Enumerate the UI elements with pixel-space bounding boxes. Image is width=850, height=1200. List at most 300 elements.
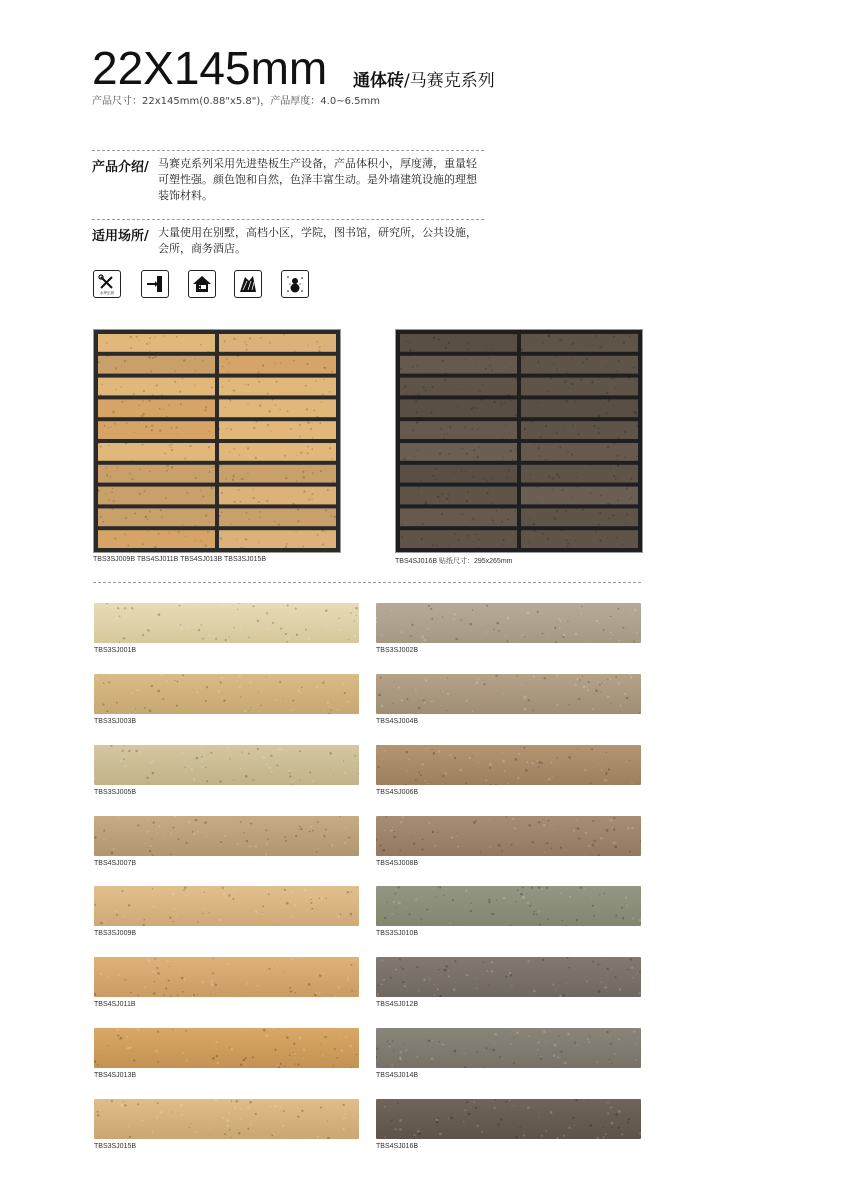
speckle xyxy=(636,632,638,634)
speckle xyxy=(207,351,208,352)
speckle xyxy=(524,698,526,700)
speckle xyxy=(142,543,144,545)
speckle xyxy=(290,428,292,430)
speckle xyxy=(381,705,384,708)
speckle xyxy=(287,410,289,412)
tile-sample xyxy=(376,1028,641,1068)
speckle xyxy=(552,489,553,490)
mosaic-tile xyxy=(400,378,517,396)
speckle xyxy=(417,365,419,367)
speckle xyxy=(274,960,276,962)
speckle xyxy=(124,607,126,609)
speckle xyxy=(624,431,626,433)
speckle xyxy=(552,776,553,777)
speckle xyxy=(579,679,581,681)
speckle xyxy=(193,833,195,835)
speckle xyxy=(506,640,508,642)
speckle xyxy=(223,340,225,342)
speckle xyxy=(319,422,321,424)
speckle xyxy=(382,960,384,962)
speckle xyxy=(556,473,558,475)
speckle xyxy=(449,426,451,428)
tile-sample xyxy=(94,1028,359,1068)
speckle xyxy=(502,760,505,763)
speckle xyxy=(627,969,629,971)
speckle xyxy=(250,823,252,825)
speckle xyxy=(172,674,174,675)
speckle xyxy=(595,531,597,533)
speckle xyxy=(155,1050,158,1053)
speckle xyxy=(615,976,617,978)
speckle xyxy=(238,489,240,491)
speckle xyxy=(609,1035,610,1036)
speckle xyxy=(164,834,165,835)
speckle xyxy=(100,973,102,975)
speckle xyxy=(180,1104,183,1107)
speckle xyxy=(515,1136,517,1138)
speckle xyxy=(132,460,133,461)
speckle xyxy=(300,828,303,831)
speckle xyxy=(562,994,565,997)
speckle xyxy=(464,471,465,472)
speckle xyxy=(239,767,241,769)
speckle xyxy=(257,377,258,378)
speckle xyxy=(542,633,544,635)
speckle xyxy=(609,638,610,639)
speckle xyxy=(441,513,443,515)
speckle xyxy=(155,617,156,618)
speckle xyxy=(461,471,463,473)
speckle xyxy=(212,958,213,959)
tile-sample xyxy=(376,886,641,926)
speckle xyxy=(445,965,448,968)
speckle xyxy=(316,416,318,418)
speckle xyxy=(246,344,248,346)
speckle xyxy=(415,898,417,900)
speckle xyxy=(538,761,540,763)
speckle xyxy=(378,694,381,697)
speckle xyxy=(533,710,534,711)
speckle xyxy=(505,976,507,978)
speckle xyxy=(586,358,588,360)
speckle xyxy=(339,629,341,631)
tile-code: TBS3SJ003B xyxy=(94,718,137,725)
speckle xyxy=(632,917,634,919)
speckle xyxy=(210,752,212,754)
speckle xyxy=(236,539,237,540)
speckle xyxy=(565,850,566,851)
speckle xyxy=(152,394,154,396)
speckle xyxy=(234,501,236,503)
speckle xyxy=(338,986,340,988)
speckle xyxy=(293,1053,295,1055)
speckle xyxy=(142,444,144,446)
speckle xyxy=(105,493,106,494)
speckle xyxy=(103,639,104,640)
speckle xyxy=(240,1063,243,1066)
speckle xyxy=(354,755,356,757)
speckle xyxy=(580,613,582,615)
speckle xyxy=(219,780,221,782)
speckle xyxy=(110,745,112,747)
speckle xyxy=(135,708,136,709)
speckle xyxy=(435,468,437,470)
speckle xyxy=(171,449,173,451)
speckle xyxy=(617,499,619,501)
speckle xyxy=(546,842,548,844)
tile-code: TBS4SJ011B xyxy=(94,1001,136,1008)
speckle xyxy=(316,341,318,343)
speckle xyxy=(246,705,247,706)
speckle xyxy=(345,828,347,830)
speckle xyxy=(153,992,155,994)
speckle xyxy=(195,358,196,359)
speckle xyxy=(537,502,538,503)
speckle xyxy=(529,905,531,907)
speckle xyxy=(102,521,104,523)
speckle xyxy=(436,544,438,546)
speckle xyxy=(323,710,324,711)
speckle xyxy=(599,347,601,349)
speckle xyxy=(224,888,225,889)
speckle xyxy=(387,902,388,903)
speckle xyxy=(229,451,230,452)
speckle xyxy=(211,487,213,489)
speckle xyxy=(269,767,272,770)
speckle xyxy=(592,961,594,963)
speckle xyxy=(115,389,116,390)
speckle xyxy=(410,342,411,343)
speckle xyxy=(343,1117,346,1120)
speckle xyxy=(448,1118,449,1119)
speckle xyxy=(560,893,562,895)
speckle xyxy=(325,829,327,831)
speckle xyxy=(560,620,562,622)
speckle xyxy=(114,423,116,425)
speckle xyxy=(460,619,462,621)
speckle xyxy=(630,496,632,498)
speckle xyxy=(398,902,401,905)
speckle xyxy=(420,774,422,776)
speckle xyxy=(394,681,395,682)
speckle xyxy=(319,346,321,348)
speckle xyxy=(246,349,248,351)
mosaic-tile xyxy=(219,399,336,417)
speckle xyxy=(295,531,296,532)
speckle xyxy=(258,501,260,503)
speckle xyxy=(331,371,333,373)
speckle xyxy=(486,479,488,481)
speckle xyxy=(392,827,393,828)
speckle xyxy=(313,901,315,903)
speckle xyxy=(502,1058,503,1059)
speckle xyxy=(580,889,581,890)
speckle xyxy=(492,503,494,505)
speckle xyxy=(376,1048,378,1050)
speckle xyxy=(485,631,487,633)
tile-sample xyxy=(94,674,359,714)
speckle xyxy=(516,621,517,622)
speckle xyxy=(326,628,328,630)
speckle xyxy=(320,470,322,472)
speckle xyxy=(502,438,503,439)
speckle xyxy=(329,845,330,846)
speckle xyxy=(307,909,308,910)
tile-code: TBS4SJ016B xyxy=(376,1143,419,1150)
speckle xyxy=(293,360,295,362)
speckle xyxy=(109,969,110,970)
mosaic-tile xyxy=(400,443,517,461)
speckle xyxy=(166,464,168,466)
speckle xyxy=(269,1105,271,1107)
speckle xyxy=(614,845,617,848)
speckle xyxy=(198,962,199,963)
speckle xyxy=(636,456,638,458)
speckle xyxy=(282,1137,283,1138)
speckle xyxy=(238,1132,241,1135)
speckle xyxy=(412,429,414,431)
speckle xyxy=(578,453,579,454)
speckle xyxy=(294,992,295,993)
mosaic-tile xyxy=(521,356,638,374)
speckle xyxy=(479,391,481,393)
speckle xyxy=(444,379,446,381)
speckle xyxy=(488,901,490,903)
speckle xyxy=(339,618,340,619)
speckle xyxy=(428,822,430,824)
speckle xyxy=(282,698,283,699)
speckle xyxy=(171,427,173,429)
speckle xyxy=(205,767,207,769)
speckle xyxy=(406,751,408,753)
speckle xyxy=(432,544,434,546)
speckle xyxy=(502,457,504,459)
speckle xyxy=(437,988,439,990)
speckle xyxy=(514,642,516,643)
speckle xyxy=(416,966,418,968)
speckle xyxy=(290,990,292,992)
speckle xyxy=(311,498,312,499)
speckle xyxy=(523,747,525,749)
speckle xyxy=(344,772,346,774)
speckle xyxy=(464,1067,466,1068)
speckle xyxy=(131,853,132,854)
speckle xyxy=(602,959,603,960)
speckle xyxy=(513,1062,515,1064)
speckle xyxy=(557,475,559,477)
speckle xyxy=(189,1127,190,1128)
speckle xyxy=(263,1029,266,1032)
speckle xyxy=(312,780,314,782)
speckle xyxy=(529,1035,531,1037)
speckle xyxy=(427,783,429,785)
speckle xyxy=(224,1133,226,1135)
speckle xyxy=(322,530,324,532)
speckle xyxy=(333,516,336,519)
speckle xyxy=(401,967,402,968)
speckle xyxy=(148,356,151,359)
speckle xyxy=(524,708,527,711)
speckle xyxy=(450,1117,453,1120)
speckle xyxy=(342,1128,345,1131)
speckle xyxy=(172,1029,173,1030)
speckle xyxy=(511,844,513,846)
speckle xyxy=(626,905,627,906)
speckle xyxy=(259,517,261,519)
speckle xyxy=(198,629,200,631)
speckle xyxy=(97,1064,98,1065)
speckle xyxy=(399,1057,401,1059)
speckle xyxy=(527,1106,530,1109)
speckle xyxy=(464,1109,466,1111)
speckle xyxy=(289,1054,291,1056)
speckle xyxy=(481,1131,483,1133)
speckle xyxy=(194,370,195,371)
speckle xyxy=(106,603,108,604)
speckle xyxy=(233,389,235,391)
speckle xyxy=(463,1053,464,1054)
speckle xyxy=(119,642,120,643)
speckle xyxy=(576,820,577,821)
speckle xyxy=(151,685,153,687)
speckle xyxy=(560,1051,562,1053)
speckle xyxy=(498,844,501,847)
speckle xyxy=(533,523,535,525)
speckle xyxy=(541,888,543,890)
speckle xyxy=(222,887,224,889)
speckle xyxy=(219,515,221,517)
speckle xyxy=(384,750,386,752)
speckle xyxy=(348,837,350,839)
speckle xyxy=(474,541,475,542)
speckle xyxy=(582,361,584,363)
speckle xyxy=(296,480,297,481)
speckle xyxy=(253,780,255,782)
speckle xyxy=(524,893,525,894)
speckle xyxy=(391,829,393,831)
speckle xyxy=(216,1055,218,1057)
speckle xyxy=(248,753,250,755)
speckle xyxy=(562,636,564,638)
speckle xyxy=(442,1044,444,1046)
speckle xyxy=(613,828,615,830)
speckle xyxy=(205,409,207,411)
speckle xyxy=(356,615,357,616)
usage-line: 会所，商务酒店。 xyxy=(158,242,246,255)
speckle xyxy=(343,760,344,761)
speckle xyxy=(184,457,186,459)
speckle xyxy=(437,1118,439,1120)
speckle xyxy=(575,508,577,510)
speckle xyxy=(130,347,132,349)
speckle xyxy=(492,519,494,521)
speckle xyxy=(134,432,135,433)
speckle xyxy=(154,981,155,982)
speckle xyxy=(384,1106,386,1108)
speckle xyxy=(509,1100,511,1102)
tile-sample xyxy=(376,674,641,714)
speckle xyxy=(451,836,453,838)
speckle xyxy=(257,985,259,987)
speckle xyxy=(490,846,492,848)
speckle xyxy=(586,981,588,983)
speckle xyxy=(168,980,170,982)
speckle xyxy=(516,901,517,902)
speckle xyxy=(301,1110,303,1112)
speckle xyxy=(157,532,159,534)
speckle xyxy=(122,750,124,752)
speckle xyxy=(448,545,449,546)
speckle xyxy=(191,1123,192,1124)
speckle xyxy=(588,1041,590,1043)
speckle xyxy=(180,403,182,405)
speckle xyxy=(405,340,407,342)
speckle xyxy=(402,981,404,983)
speckle xyxy=(491,349,492,350)
speckle xyxy=(324,1115,325,1116)
speckle xyxy=(224,407,225,408)
speckle xyxy=(425,502,427,504)
speckle xyxy=(485,367,487,369)
speckle xyxy=(416,422,417,423)
speckle xyxy=(154,337,155,338)
speckle xyxy=(477,897,478,898)
speckle xyxy=(433,337,435,339)
speckle xyxy=(167,960,169,962)
speckle xyxy=(315,380,317,382)
speckle xyxy=(406,698,408,700)
speckle xyxy=(591,748,593,750)
speckle xyxy=(115,618,117,620)
speckle xyxy=(403,458,406,461)
speckle xyxy=(528,824,530,826)
tile-sample xyxy=(94,886,359,926)
tile-code: TBS3SJ010B xyxy=(376,930,419,937)
speckle xyxy=(106,467,107,468)
speckle xyxy=(249,1101,252,1104)
speckle xyxy=(398,686,401,689)
speckle xyxy=(617,360,619,362)
speckle xyxy=(576,678,578,680)
speckle xyxy=(617,437,619,439)
speckle xyxy=(172,1111,173,1112)
speckle xyxy=(477,428,478,429)
speckle xyxy=(305,629,307,631)
speckle xyxy=(311,904,312,905)
speckle xyxy=(605,1133,607,1135)
speckle xyxy=(395,892,397,894)
speckle xyxy=(313,1038,314,1039)
speckle xyxy=(590,464,591,465)
speckle xyxy=(597,963,599,965)
speckle xyxy=(606,392,608,394)
speckle xyxy=(252,1056,254,1058)
speckle xyxy=(434,845,436,847)
speckle xyxy=(333,1121,334,1122)
speckle xyxy=(227,746,229,748)
speckle xyxy=(194,820,196,822)
speckle xyxy=(144,707,146,709)
speckle xyxy=(315,992,317,994)
speckle xyxy=(600,837,602,839)
speckle xyxy=(421,523,423,525)
speckle xyxy=(610,1043,612,1045)
speckle xyxy=(614,1053,616,1055)
speckle xyxy=(285,633,287,635)
speckle xyxy=(210,994,211,995)
speckle xyxy=(349,980,350,981)
speckle xyxy=(249,337,251,339)
